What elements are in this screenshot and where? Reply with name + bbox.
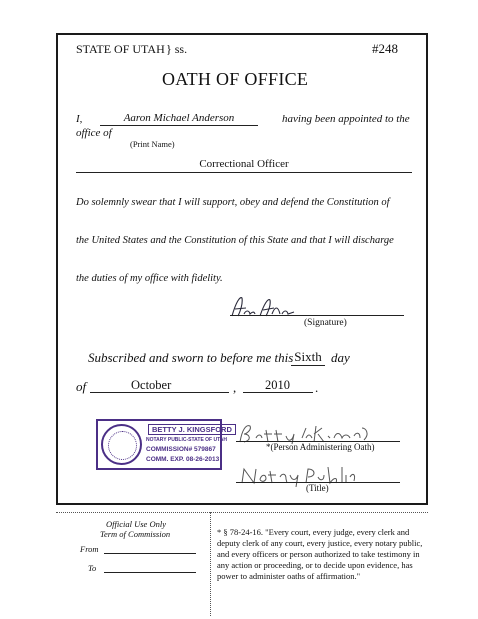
oath-lead: I, bbox=[76, 113, 83, 125]
signature-label: (Signature) bbox=[304, 318, 347, 328]
oath-line-3: the duties of my office with fidelity. bbox=[76, 273, 223, 284]
footer-divider bbox=[56, 512, 428, 513]
day-word: day bbox=[331, 350, 350, 365]
month-line bbox=[90, 392, 229, 393]
stamp-line-2: NOTARY PUBLIC-STATE OF UTAH bbox=[146, 437, 228, 443]
from-label: From bbox=[80, 544, 99, 554]
office-title: Correctional Officer bbox=[199, 158, 289, 170]
affiant-signature-image bbox=[228, 292, 298, 322]
signature-line bbox=[230, 315, 404, 316]
comma-mark: , bbox=[233, 380, 237, 395]
notary-seal-icon bbox=[101, 424, 142, 465]
subscribed-lead: Subscribed and sworn to before me this bbox=[88, 350, 294, 365]
year-line bbox=[243, 392, 313, 393]
stamp-line-4: COMM. EXP. 08-26-2013 bbox=[146, 456, 220, 463]
affiant-name: Aaron Michael Anderson bbox=[123, 112, 235, 124]
of-word: of bbox=[76, 379, 87, 394]
form-number: #248 bbox=[372, 41, 398, 56]
statute-line-4: any action or proceeding, or to decide upon evidence, has bbox=[217, 560, 413, 570]
statute-line-2: deputy clerk of any court, every justice, every notary public, bbox=[217, 538, 423, 548]
header-state: STATE OF UTAH bbox=[76, 42, 165, 56]
statute-line-3: and every officers or person authorized to take testimony in bbox=[217, 549, 420, 559]
to-line bbox=[104, 572, 196, 573]
print-name-label: (Print Name) bbox=[130, 139, 175, 149]
oath-line-1: Do solemnly swear that I will support, obey and defend the Constitution of bbox=[76, 197, 390, 208]
statute-line-5: power to administer oaths of affirmation." bbox=[217, 571, 361, 581]
administrator-label: *(Person Administering Oath) bbox=[266, 442, 375, 452]
month-value: October bbox=[131, 378, 172, 392]
oath-line-2: the United States and the Constitution of this State and that I will discharge bbox=[76, 235, 394, 246]
appointed-text: having been appointed to the bbox=[282, 113, 410, 125]
day-line bbox=[291, 365, 325, 366]
year-value: 2010 bbox=[265, 378, 290, 392]
notary-stamp bbox=[96, 419, 232, 470]
footer-vertical-divider bbox=[210, 512, 211, 616]
title-signature-image bbox=[238, 463, 358, 487]
day-value: Sixth bbox=[294, 349, 322, 364]
from-line bbox=[104, 553, 196, 554]
office-of-text: office of bbox=[76, 127, 112, 139]
statute-line-1: * § 78-24-16. "Every court, every judge, every clerk and bbox=[217, 527, 410, 537]
term-of-commission-label: Term of Commission bbox=[100, 529, 171, 539]
affiant-name-line bbox=[100, 125, 258, 126]
title-label: (Title) bbox=[306, 483, 329, 493]
period-mark: . bbox=[315, 380, 319, 395]
stamp-name: BETTY J. KINGSFORD bbox=[148, 424, 236, 435]
stamp-line-3: COMMISSION# 579867 bbox=[146, 446, 216, 453]
document-title: OATH OF OFFICE bbox=[162, 69, 309, 89]
to-label: To bbox=[88, 563, 97, 573]
office-title-line bbox=[76, 172, 412, 173]
header-ss: } ss. bbox=[166, 42, 188, 56]
official-use-label: Official Use Only bbox=[106, 519, 166, 529]
